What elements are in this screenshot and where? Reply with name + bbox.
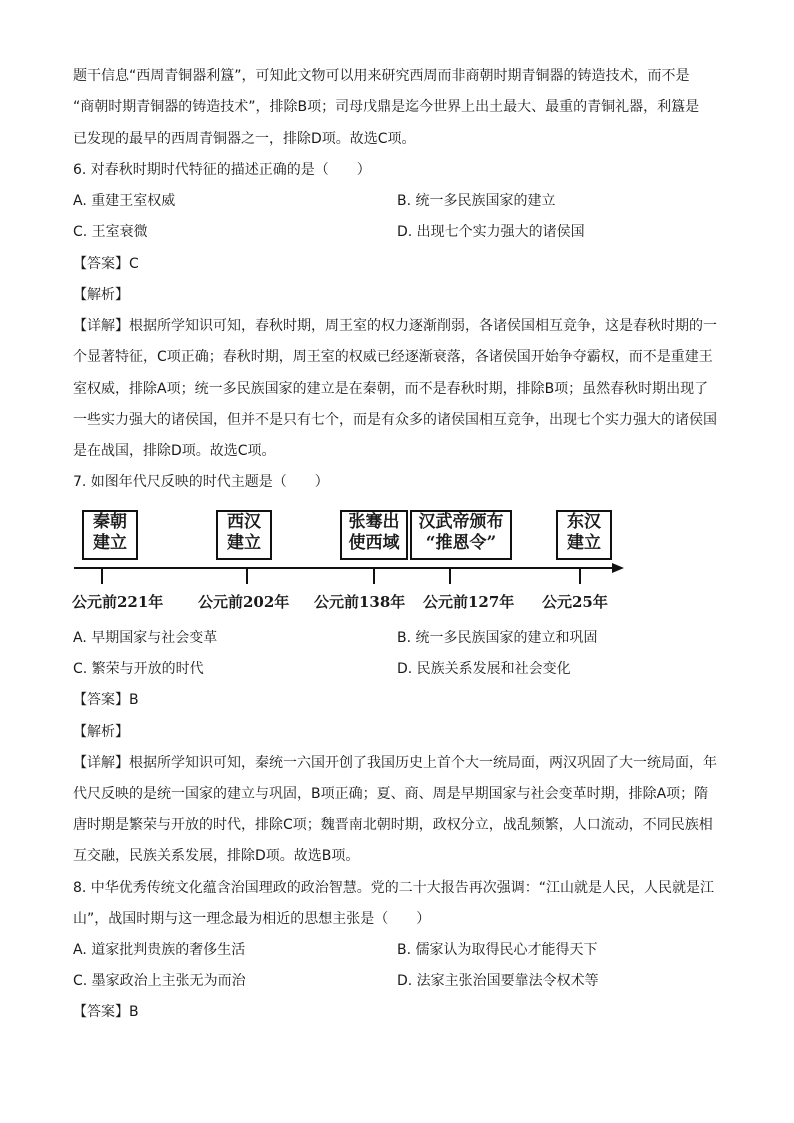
option-c: C. 繁荣与开放的时代 — [73, 661, 204, 677]
option-d: D. 民族关系发展和社会变化 — [397, 661, 571, 677]
question-stem: 7. 如图年代尺反映的时代主题是（ ） — [73, 474, 329, 490]
option-d: D. 出现七个实力强大的诸侯国 — [397, 224, 585, 240]
detail-line: 【详解】根据所学知识可知，春秋时期，周王室的权力逐渐削弱，各诸侯国相互竞争，这是春秋时期的一 — [73, 318, 717, 334]
option-a: A. 早期国家与社会变革 — [73, 630, 218, 646]
detail-line: 互交融，民族关系发展，排除D项。故选B项。 — [73, 848, 360, 864]
option-a: A. 道家批判贵族的奢侈生活 — [73, 942, 246, 958]
event-line2: “推恩令” — [425, 533, 497, 553]
timeline-event-box — [82, 510, 138, 560]
timeline-date: 公元前138年 — [314, 593, 406, 611]
event-line1: 东汉 — [567, 512, 601, 532]
event-line1: 西汉 — [227, 512, 261, 532]
text-line: 题干信息“西周青铜器利簋”，可知此文物可以用来研究西周而非商朝时期青铜器的铸造技术，而不是 — [73, 68, 690, 84]
timeline-date: 公元前221年 — [72, 593, 164, 611]
question-stem: 6. 对春秋时期时代特征的描述正确的是（ ） — [73, 162, 371, 178]
text-line: 已发现的最早的西周青铜器之一，排除D项。故选C项。 — [73, 131, 416, 147]
analysis-label: 【解析】 — [73, 724, 129, 740]
answer-label: 【答案】C — [73, 256, 139, 272]
question-stem: 8. 中华优秀传统文化蕴含治国理政的政治智慧。党的二十大报告再次强调：“江山就是人民，人民就是江 — [73, 880, 715, 896]
detail-line: 【详解】根据所学知识可知，秦统一六国开创了我国历史上首个大一统局面，两汉巩固了大一统局面，年 — [73, 755, 717, 771]
text-line: “商朝时期青铜器的铸造技术”，排除B项；司母戊鼎是迄今世界上出土最大、最重的青铜礼器，利簋是 — [73, 99, 700, 115]
option-b: B. 统一多民族国家的建立和巩固 — [397, 630, 598, 646]
event-line2: 使西域 — [348, 533, 400, 553]
event-line1: 汉武帝颁布 — [418, 512, 504, 532]
question-stem: 山”，战国时期与这一理念最为相近的思想主张是（ ） — [73, 911, 431, 927]
event-line1: 张骞出 — [348, 512, 400, 532]
answer-label: 【答案】B — [73, 1004, 139, 1020]
timeline-figure — [68, 505, 628, 617]
option-c: C. 王室衰微 — [73, 224, 148, 240]
answer-label: 【答案】B — [73, 692, 139, 708]
detail-line: 唐时期是繁荣与开放的时代，排除C项；魏晋南北朝时期，政权分立，战乱频繁，人口流动，不同民族相 — [73, 817, 713, 833]
timeline-event-box — [216, 510, 272, 560]
option-d: D. 法家主张治国要靠法令权术等 — [397, 973, 599, 989]
detail-line: 代尺反映的是统一国家的建立与巩固，B项正确；夏、商、周是早期国家与社会变革时期，排除A项；隋 — [73, 786, 709, 802]
event-line2: 建立 — [567, 533, 601, 553]
timeline-event-box — [556, 510, 612, 560]
timeline-date: 公元25年 — [542, 593, 608, 611]
detail-line: 一些实力强大的诸侯国，但并不是只有七个，而是有众多的诸侯国相互竞争，出现七个实力强大的诸侯国 — [73, 412, 717, 428]
option-b: B. 儒家认为取得民心才能得天下 — [397, 942, 598, 958]
analysis-label: 【解析】 — [73, 287, 129, 303]
event-line1: 秦朝 — [93, 512, 127, 532]
detail-line: 个显著特征，C项正确；春秋时期，周王室的权威已经逐渐衰落，各诸侯国开始争夺霸权，而不是重建王 — [73, 349, 713, 365]
detail-line: 室权威，排除A项；统一多民族国家的建立是在秦朝，而不是春秋时期，排除B项；虽然春秋时期出现了 — [73, 381, 709, 397]
timeline-date: 公元前202年 — [198, 593, 290, 611]
event-line2: 建立 — [93, 533, 127, 553]
option-c: C. 墨家政治上主张无为而治 — [73, 973, 246, 989]
option-a: A. 重建王室权威 — [73, 193, 176, 209]
event-line2: 建立 — [227, 533, 261, 553]
timeline-date: 公元前127年 — [423, 593, 515, 611]
timeline-event-box — [340, 510, 408, 560]
option-b: B. 统一多民族国家的建立 — [397, 193, 556, 209]
timeline-event-box — [410, 510, 512, 560]
detail-line: 是在战国，排除D项。故选C项。 — [73, 443, 276, 459]
